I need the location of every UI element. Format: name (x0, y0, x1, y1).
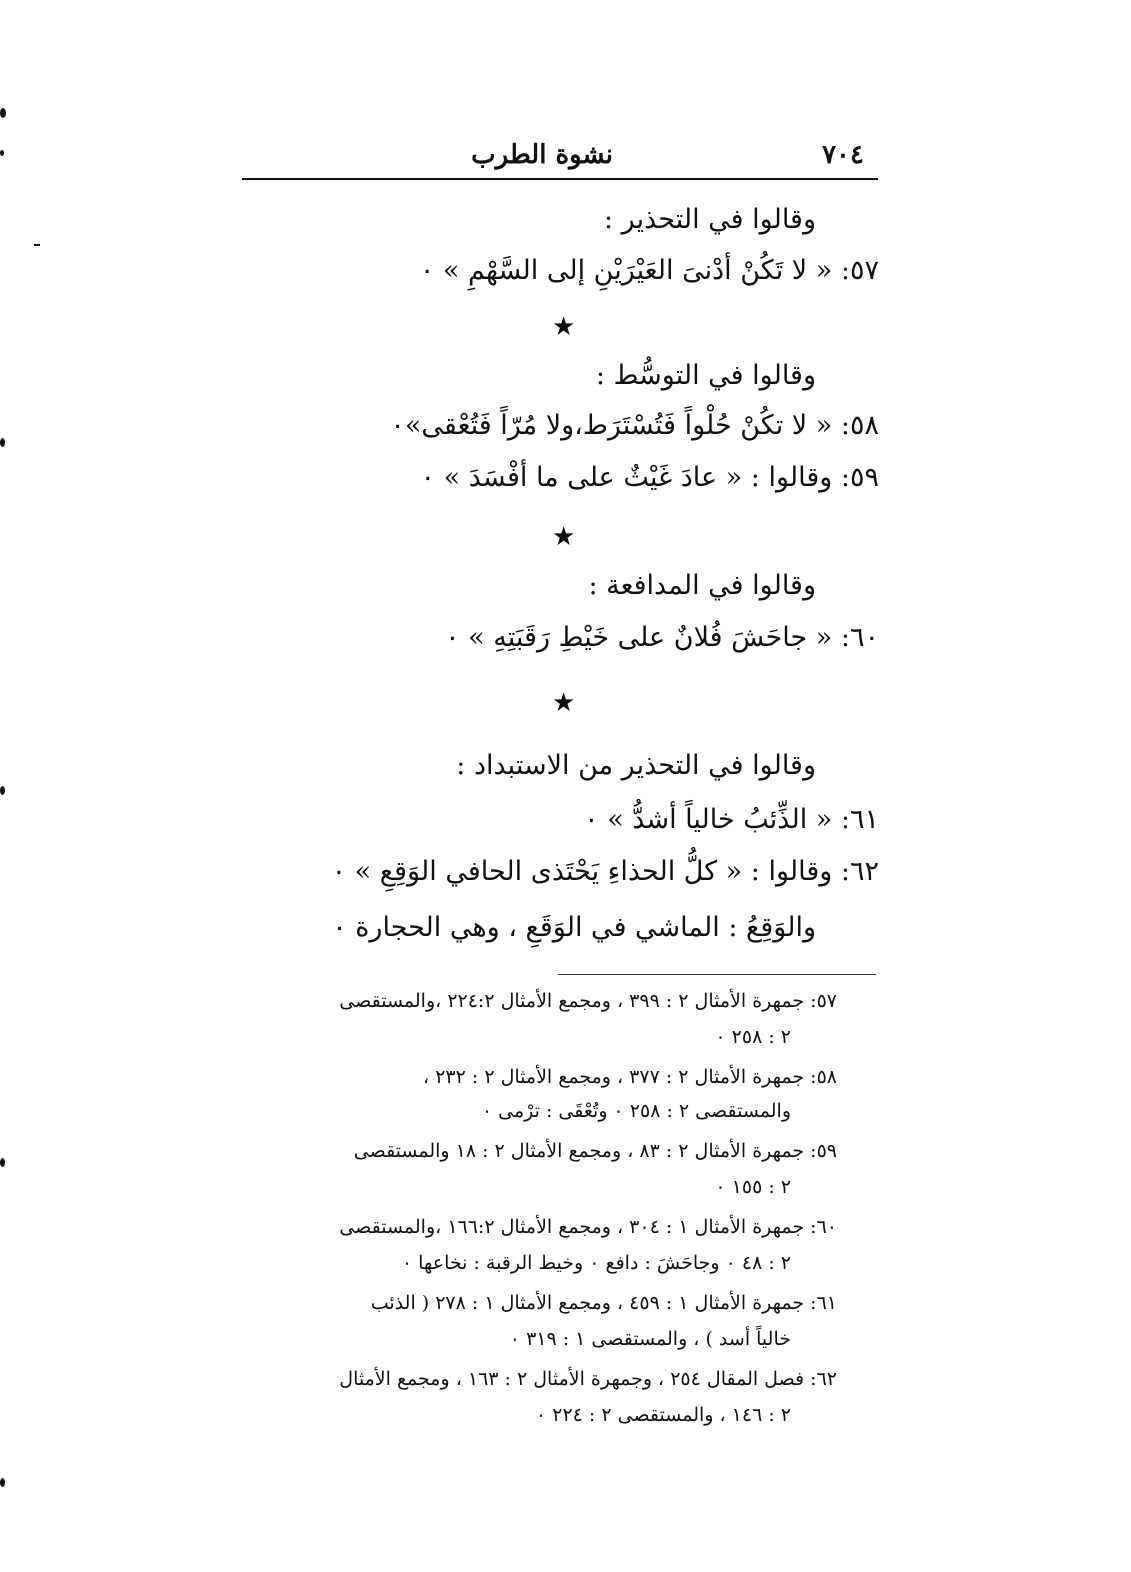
section-heading: وقالوا في التوسُّط : (595, 360, 816, 391)
proverb-entry-60: ٦٠: « جاحَشَ فُلانٌ على خَيْطِ رَقَبَتِهِ » ٠ (445, 622, 879, 653)
scan-mark (0, 1158, 5, 1167)
running-title: نشوة الطرب (471, 140, 613, 170)
proverb-entry-62: ٦٢: وقالوا : « كلُّ الحذاءِ يَحْتَذى الحافي الوَقِعِ » ٠ (331, 856, 879, 887)
star-divider: ★ (552, 312, 576, 342)
section-heading: وقالوا في المدافعة : (588, 570, 816, 601)
scan-mark (0, 108, 6, 118)
proverb-entry-61: ٦١: « الذِّئبُ خالياً أشدُّ » ٠ (584, 804, 879, 835)
page-number: ٧٠٤ (822, 140, 864, 170)
gloss-line: والوَقِعُ : الماشي في الوَقَعِ ، وهي الحجارة ٠ (332, 912, 816, 943)
footnote-58-continued: والمستقصى ٢ : ٢٥٨ ٠ وتُعْقَى : ترْمى ٠ (481, 1100, 791, 1122)
footnote-61-continued: خالياً أسد ) ، والمستقصى ١ : ٣١٩ ٠ (509, 1328, 791, 1350)
section-heading: وقالوا في التحذير : (604, 204, 816, 235)
footnote-rule (558, 974, 876, 975)
scan-mark (0, 786, 5, 795)
footnote-60: ٦٠: جمهرة الأمثال ١ : ٣٠٤ ، ومجمع الأمثال ١٦٦:٢ ،والمستقصى (339, 1216, 837, 1238)
scan-mark (0, 438, 5, 447)
footnote-58: ٥٨: جمهرة الأمثال ٢ : ٣٧٧ ، ومجمع الأمثال ٢ : ٢٣٢ ، (423, 1066, 837, 1088)
section-heading: وقالوا في التحذير من الاستبداد : (456, 750, 816, 781)
proverb-entry-57: ٥٧: « لا تَكُنْ أدْنىَ العَيْرَيْنِ إلى السَّهْمِ » ٠ (419, 255, 879, 286)
star-divider: ★ (552, 522, 576, 552)
proverb-entry-59: ٥٩: وقالوا : « عادَ غَيْثٌ على ما أفْسَدَ » ٠ (420, 462, 879, 493)
footnote-62-continued: ٢ : ١٤٦ ، والمستقصى ٢ : ٢٢٤ ٠ (535, 1404, 791, 1426)
proverb-entry-58: ٥٨: « لا تكُنْ حُلْواً فَتُسْتَرَط،ولا مُرّاً فَتُعْقى»٠ (390, 410, 879, 441)
footnote-59: ٥٩: جمهرة الأمثال ٢ : ٨٣ ، ومجمع الأمثال ٢ : ١٨ والمستقصى (353, 1140, 837, 1162)
footnote-57: ٥٧: جمهرة الأمثال ٢ : ٣٩٩ ، ومجمع الأمثال ٢٢٤:٢ ،والمستقصى (339, 990, 837, 1012)
scan-mark (0, 1478, 5, 1487)
footnote-61: ٦١: جمهرة الأمثال ١ : ٤٥٩ ، ومجمع الأمثال ١ : ٢٧٨ ( الذئب (370, 1292, 837, 1314)
footnote-62: ٦٢: فصل المقال ٢٥٤ ، وجمهرة الأمثال ٢ : ١٦٣ ، ومجمع الأمثال (339, 1368, 837, 1390)
scan-mark (34, 244, 40, 246)
scan-mark (0, 150, 4, 156)
header-rule (242, 178, 878, 180)
footnote-59-continued: ٢ : ١٥٥ ٠ (715, 1176, 791, 1198)
star-divider: ★ (552, 688, 576, 718)
page-header (242, 140, 878, 180)
footnote-57-continued: ٢ : ٢٥٨ ٠ (715, 1026, 791, 1048)
footnote-60-continued: ٢ : ٤٨ ٠ وجاحَشَ : دافع ٠ وخيط الرقبة : نخاعها ٠ (401, 1252, 791, 1274)
